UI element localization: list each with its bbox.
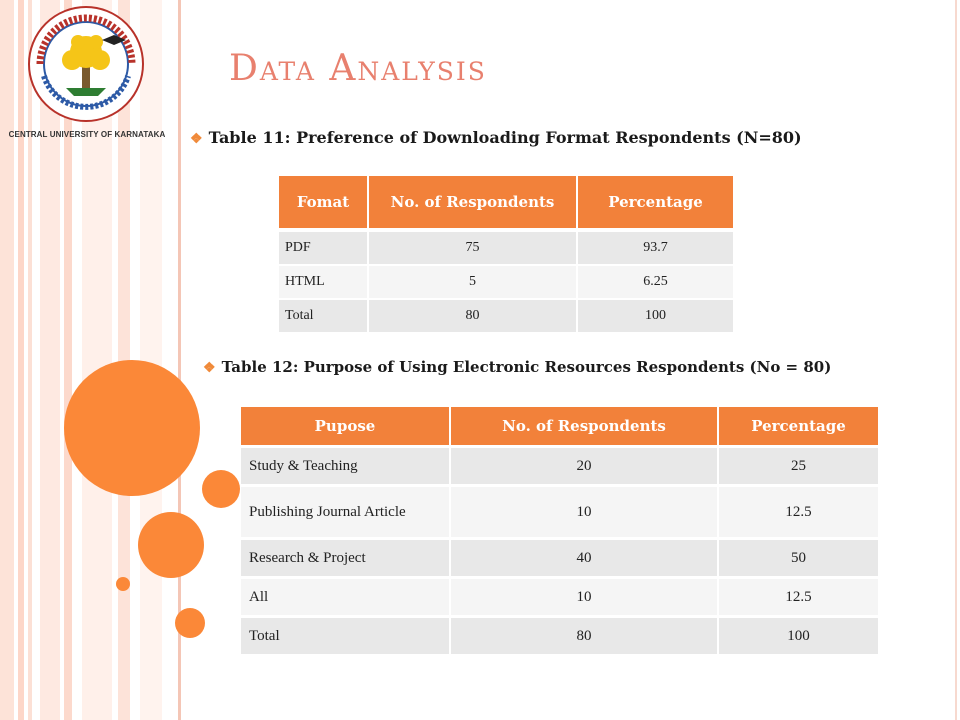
table-cell: 5: [368, 265, 577, 299]
table-cell: 93.7: [577, 231, 734, 265]
table-cell: 50: [718, 539, 879, 578]
decorative-circle: [138, 512, 204, 578]
table-cell: 10: [450, 486, 718, 539]
table-row: [241, 539, 879, 578]
table-row: [241, 578, 879, 617]
decorative-circle: [175, 608, 205, 638]
table-cell: Total: [241, 617, 450, 655]
table11-caption: [190, 125, 902, 152]
table-cell: Total: [279, 299, 368, 332]
table-cell: All: [241, 578, 450, 617]
table12-header-purpose: Pupose: [241, 407, 450, 447]
table-cell: 100: [718, 617, 879, 655]
diamond-bullet-icon: ❖: [203, 360, 216, 376]
table-cell: 100: [577, 299, 734, 332]
table12-header-respondents: No. of Respondents: [450, 407, 718, 447]
page-title: Data Analysis: [229, 48, 487, 89]
table-row: [241, 617, 879, 655]
table-cell: 40: [450, 539, 718, 578]
table12-header-percentage: Percentage: [718, 407, 879, 447]
table-cell: 12.5: [718, 486, 879, 539]
table-cell: 25: [718, 447, 879, 486]
table11-caption-text: Table 11: Preference of Downloading Format Respondents (N=80): [208, 128, 802, 147]
table-cell: 20: [450, 447, 718, 486]
table-row: [279, 299, 734, 332]
table-cell: 12.5: [718, 578, 879, 617]
table-cell: HTML: [279, 265, 368, 299]
table-11: [279, 176, 735, 332]
diamond-bullet-icon: ❖: [190, 131, 203, 147]
table-row: [279, 231, 734, 265]
table11-header-percentage: Percentage: [577, 176, 734, 228]
table-cell: PDF: [279, 231, 368, 265]
table-cell: 80: [368, 299, 577, 332]
table-12: [241, 407, 880, 654]
table-row: [241, 486, 879, 539]
table-cell: 80: [450, 617, 718, 655]
table12-caption-text: Table 12: Purpose of Using Electronic Resources Respondents (No = 80): [221, 358, 832, 376]
table12-caption: [203, 358, 831, 376]
table11-header-format: Fomat: [279, 176, 368, 228]
table-cell: Study & Teaching: [241, 447, 450, 486]
table-row: [241, 447, 879, 486]
right-edge-line: [955, 0, 957, 720]
decorative-circle: [202, 470, 240, 508]
table-row: [279, 265, 734, 299]
table-cell: Publishing Journal Article: [241, 486, 450, 539]
table-cell: 6.25: [577, 265, 734, 299]
logo-caption: CENTRAL UNIVERSITY OF KARNATAKA: [8, 130, 166, 139]
decorative-circle: [64, 360, 200, 496]
university-logo-icon: [18, 4, 154, 124]
decorative-circle: [116, 577, 130, 591]
table11-header-respondents: No. of Respondents: [368, 176, 577, 228]
table-cell: 75: [368, 231, 577, 265]
table-cell: Research & Project: [241, 539, 450, 578]
table-cell: 10: [450, 578, 718, 617]
